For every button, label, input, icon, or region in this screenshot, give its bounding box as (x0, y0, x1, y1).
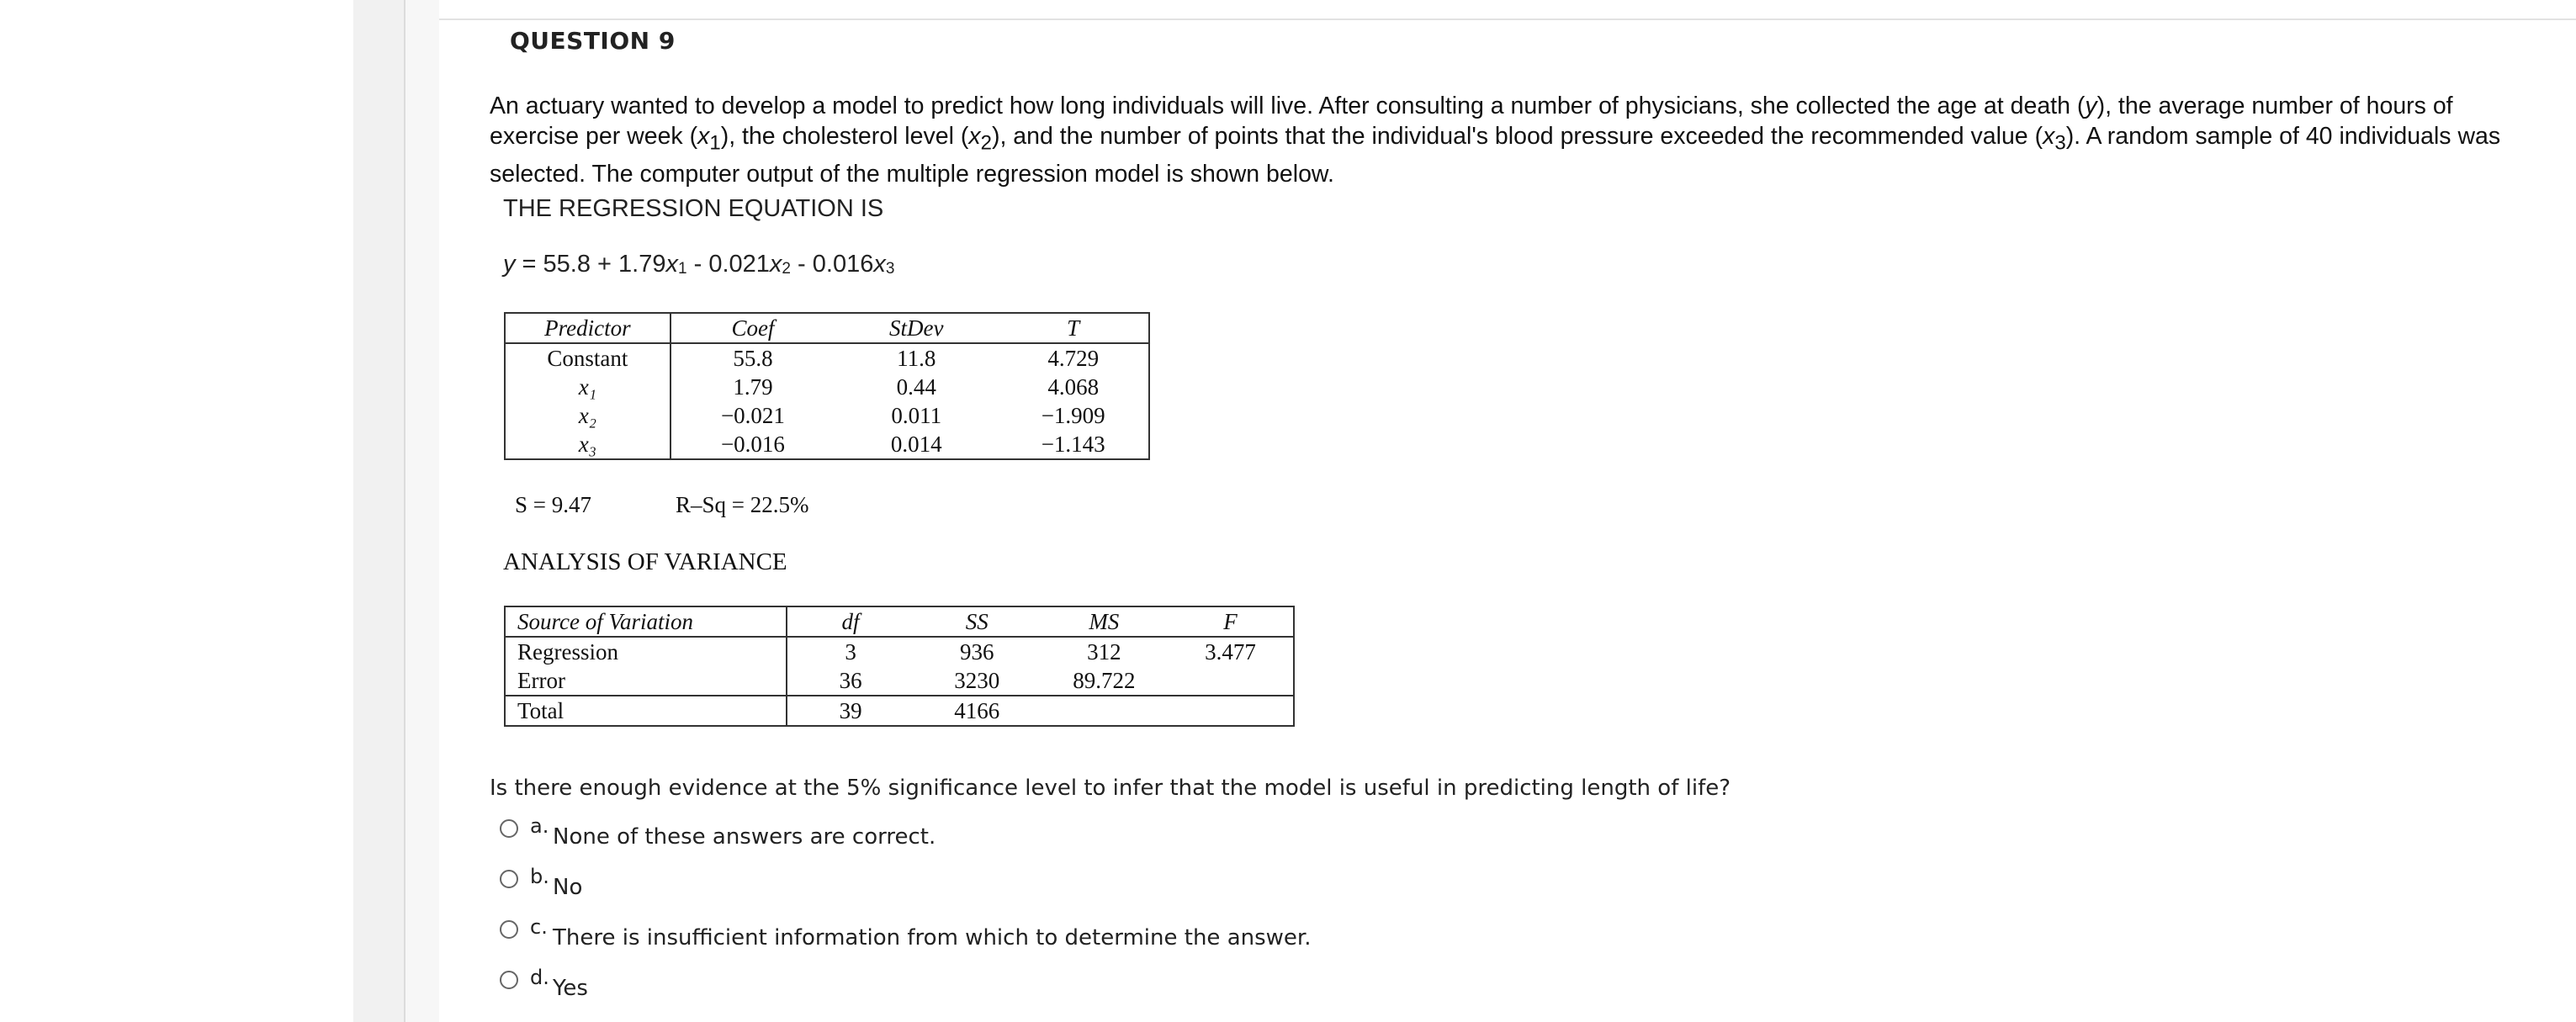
coef-cell: −0.016 (720, 432, 785, 457)
source-cell: Regression (505, 637, 787, 666)
stem-text-4: ), and the number of points that the individual's blood pressure exceeded the recommended value ( (991, 123, 2043, 150)
t-cell: −1.909 (1041, 403, 1105, 428)
ss-cell: 3230 (954, 668, 1000, 693)
eq-x1: x (665, 251, 678, 278)
radio-button-b[interactable] (500, 870, 518, 888)
stdev-cell: 0.44 (896, 374, 936, 400)
question-title: QUESTION 9 (510, 27, 676, 55)
question-prompt: Is there enough evidence at the 5% significance level to infer that the model is useful in predicting length of life? (490, 776, 1731, 801)
top-divider (439, 19, 2576, 20)
eq-x1-sub: 1 (677, 260, 687, 278)
predictor-cell: x₁ (505, 373, 671, 401)
ss-cell: 4166 (914, 696, 1041, 726)
predictor-cell: Constant (505, 343, 671, 373)
var-x2: x (968, 123, 981, 150)
eq-x2-sub: 2 (782, 260, 791, 278)
ss-cell: 936 (960, 639, 994, 665)
stdev-cell: 0.014 (890, 432, 942, 457)
eq-x3-sub: 3 (885, 260, 895, 278)
eq-part-3: - 0.016 (790, 251, 874, 278)
header-df: df (787, 606, 914, 637)
radio-button-a[interactable] (500, 819, 518, 838)
radio-button-d[interactable] (500, 971, 518, 989)
table-row (505, 666, 1294, 696)
header-predictor: Predictor (505, 313, 671, 343)
t-cell: 4.068 (1047, 374, 1100, 400)
coef-cell: −0.021 (720, 403, 785, 428)
option-letter: c. (530, 915, 548, 939)
left-gutter (353, 0, 405, 1022)
table-row (505, 343, 1149, 373)
var-x1: x (697, 123, 710, 150)
table-row (505, 696, 1294, 726)
coef-cell: 55.8 (733, 346, 773, 371)
option-text[interactable]: There is insufficient information from which to determine the answer. (553, 925, 1312, 951)
var-y: y (2085, 93, 2097, 119)
df-cell: 39 (787, 696, 914, 726)
f-cell (1168, 696, 1294, 726)
df-cell: 3 (845, 639, 856, 665)
question-stem (490, 91, 2526, 189)
header-stdev: StDev (835, 313, 998, 343)
ms-cell: 312 (1087, 639, 1121, 665)
regression-title: THE REGRESSION EQUATION IS (503, 195, 884, 222)
var-x1-sub: 1 (709, 131, 721, 155)
var-x3-sub: 3 (2054, 131, 2066, 155)
predictor-cell: x₂ (505, 401, 671, 430)
stdev-cell: 0.011 (891, 403, 942, 428)
header-ss: SS (914, 606, 1041, 637)
header-t: T (998, 313, 1149, 343)
header-source: Source of Variation (505, 606, 787, 637)
var-x3: x (2043, 123, 2055, 150)
header-ms: MS (1041, 606, 1168, 637)
f-cell: 3.477 (1205, 639, 1256, 665)
stem-text-2: ), the average number of hours of exercise per week ( (490, 93, 2453, 150)
ms-cell (1041, 696, 1168, 726)
stat-s: S = 9.47 (515, 492, 591, 517)
stdev-cell: 11.8 (897, 346, 936, 371)
option-letter: d. (530, 966, 549, 989)
table-row (505, 430, 1149, 459)
f-cell (1168, 666, 1294, 696)
var-x2-sub: 2 (980, 131, 992, 155)
table-header-row (505, 313, 1149, 343)
stem-text-3: ), the cholesterol level ( (720, 123, 969, 150)
eq-x3: x (873, 251, 886, 278)
source-cell: Error (505, 666, 787, 696)
source-cell: Total (505, 696, 787, 726)
table-row (505, 373, 1149, 401)
option-text[interactable]: None of these answers are correct. (553, 824, 936, 850)
option-letter: a. (530, 814, 549, 838)
radio-button-c[interactable] (500, 920, 518, 939)
anova-title: ANALYSIS OF VARIANCE (503, 548, 787, 575)
df-cell: 36 (839, 668, 862, 693)
stat-rsq: R–Sq = 22.5% (676, 492, 809, 517)
option-text[interactable]: Yes (553, 976, 588, 1001)
predictor-cell: x₃ (505, 430, 671, 459)
ms-cell: 89.722 (1073, 668, 1136, 693)
t-cell: 4.729 (1047, 346, 1100, 371)
coef-cell: 1.79 (733, 374, 773, 400)
eq-part-1: = 55.8 + 1.79 (515, 251, 666, 278)
table-row (505, 637, 1294, 666)
header-coef: Coef (671, 313, 835, 343)
table-header-row (505, 606, 1294, 637)
header-f: F (1168, 606, 1294, 637)
eq-x2: x (769, 251, 782, 278)
t-cell: −1.143 (1041, 432, 1105, 457)
gutter-divider (404, 0, 405, 1022)
option-letter: b. (530, 865, 549, 888)
option-text[interactable]: No (553, 875, 583, 900)
content-margin (405, 0, 439, 1022)
stem-text-1: An actuary wanted to develop a model to predict how long individuals will live. After consulting a number of physicians, she collected the age at death ( (490, 93, 2086, 119)
eq-part-2: - 0.021 (686, 251, 770, 278)
stem-text-5: ). A random sample of 40 individuals was selected. The computer output of the multiple regression model is shown below. (490, 123, 2501, 188)
table-row (505, 401, 1149, 430)
eq-y: y (503, 251, 516, 278)
coefficient-table (504, 312, 1150, 460)
regression-equation (503, 251, 894, 278)
anova-table (504, 606, 1295, 727)
